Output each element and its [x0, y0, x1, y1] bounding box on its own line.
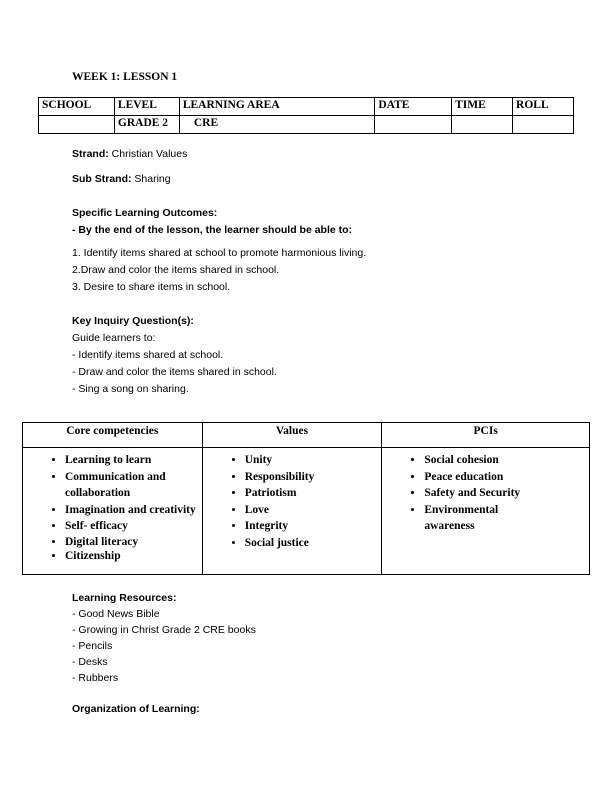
- table-header-row: [23, 423, 590, 448]
- cell-roll: [513, 116, 574, 134]
- list-item: • Patriotism: [245, 485, 382, 502]
- lesson-title: WEEK 1: LESSON 1: [72, 71, 178, 83]
- list-item: • Love: [245, 502, 382, 519]
- header-core-competencies: Core competencies: [23, 423, 203, 448]
- list-item: • Imagination and creativity: [65, 502, 202, 519]
- list-item: • Safety and Security: [424, 485, 524, 502]
- cell-learning-area: CRE: [179, 116, 374, 134]
- resource-item: - Desks: [72, 656, 108, 668]
- values-cell: [202, 448, 382, 575]
- list-item: • Unity: [245, 452, 382, 469]
- list-item: • Citizenship: [65, 549, 202, 564]
- sub-strand-label: Sub Strand:: [72, 173, 132, 185]
- strand-value: Christian Values: [108, 148, 188, 160]
- header-time: TIME: [452, 98, 513, 116]
- header-pcis: PCIs: [382, 423, 590, 448]
- learning-outcomes-section: [72, 205, 366, 296]
- table-row: [39, 116, 574, 134]
- list-item: • Social cohesion: [424, 452, 524, 469]
- sub-strand-line: [72, 171, 171, 188]
- list-item: • Self- efficacy: [65, 518, 202, 535]
- inquiry-item: - Identify items shared at school.: [72, 349, 224, 361]
- core-competencies-list: [23, 452, 202, 564]
- organization-heading: Organization of Learning:: [72, 703, 200, 715]
- resource-item: - Pencils: [72, 640, 113, 652]
- inquiry-section: [72, 313, 277, 398]
- values-list: [203, 452, 382, 551]
- header-level: LEVEL: [114, 98, 179, 116]
- table-row: [23, 448, 590, 575]
- inquiry-item: - Draw and color the items shared in school.: [72, 366, 277, 378]
- pcis-cell: [382, 448, 590, 575]
- resources-section: [72, 590, 256, 686]
- header-school: SCHOOL: [39, 98, 115, 116]
- resource-item: - Growing in Christ Grade 2 CRE books: [72, 624, 256, 636]
- resource-item: - Rubbers: [72, 672, 119, 684]
- inquiry-item: - Sing a song on sharing.: [72, 383, 189, 395]
- list-item: • Integrity: [245, 518, 382, 535]
- table-header-row: [39, 98, 574, 116]
- header-roll: ROLL: [513, 98, 574, 116]
- resource-item: - Good News Bible: [72, 608, 160, 620]
- resources-heading: Learning Resources:: [72, 592, 177, 604]
- header-learning-area: LEARNING AREA: [179, 98, 374, 116]
- outcome-item: 1. Identify items shared at school to promote harmonious living.: [72, 247, 367, 259]
- outcome-item: 2.Draw and color the items shared in school.: [72, 264, 280, 276]
- list-item: • Social justice: [245, 535, 382, 552]
- list-item: • Digital literacy: [65, 535, 202, 549]
- sub-strand-value: Sharing: [131, 173, 171, 185]
- list-item: • Responsibility: [245, 469, 382, 486]
- core-competencies-cell: [23, 448, 203, 575]
- list-item: • Peace education: [424, 469, 524, 486]
- list-item: • Environmental awareness: [424, 502, 524, 535]
- cell-time: [452, 116, 513, 134]
- strand-label: Strand:: [72, 148, 109, 160]
- inquiry-heading: Key Inquiry Question(s):: [72, 315, 194, 327]
- outcome-item: 3. Desire to share items in school.: [72, 281, 231, 293]
- list-item: • Learning to learn: [65, 452, 202, 469]
- competencies-table: [22, 422, 590, 575]
- strand-line: [72, 146, 187, 163]
- outcomes-heading: Specific Learning Outcomes:: [72, 207, 218, 219]
- header-date: DATE: [375, 98, 452, 116]
- cell-school: [39, 116, 115, 134]
- pcis-list: [382, 452, 524, 535]
- cell-level: GRADE 2: [114, 116, 179, 134]
- outcomes-subheading: - By the end of the lesson, the learner should be able to:: [72, 224, 353, 236]
- header-values: Values: [202, 423, 382, 448]
- organization-section: [72, 701, 200, 718]
- lesson-info-table: [38, 97, 574, 134]
- list-item: • Communication and collaboration: [65, 469, 202, 502]
- cell-date: [375, 116, 452, 134]
- inquiry-intro: Guide learners to:: [72, 332, 156, 344]
